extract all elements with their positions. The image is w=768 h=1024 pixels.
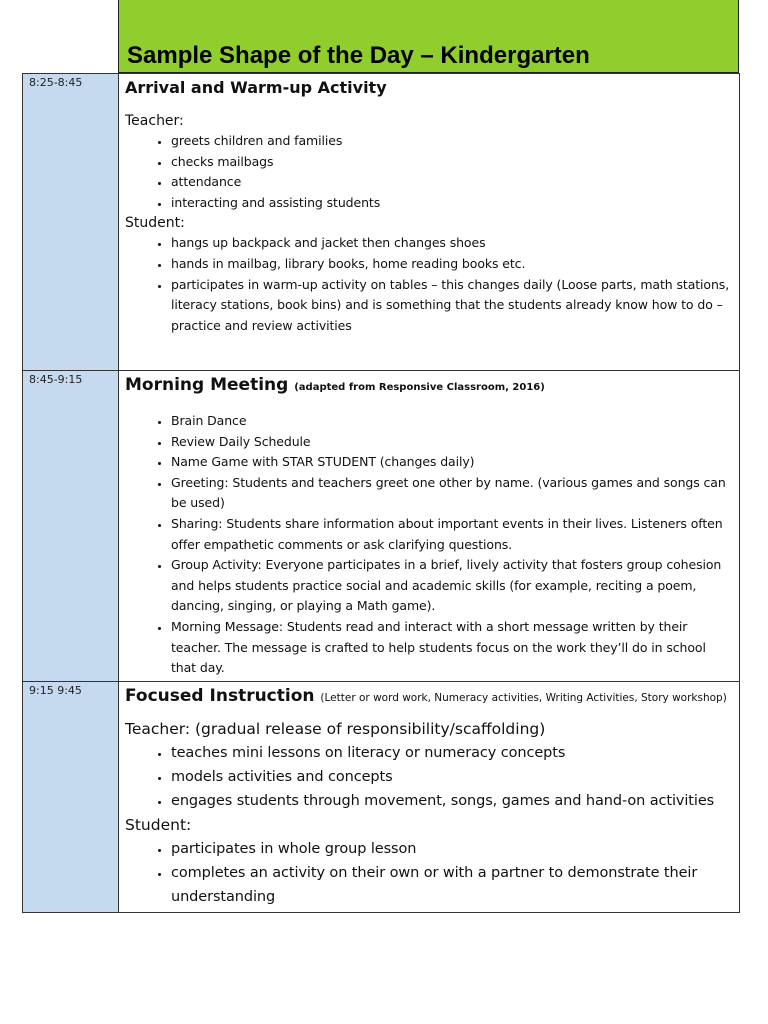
student-list — [125, 837, 733, 909]
schedule-table — [22, 73, 740, 913]
content-cell — [119, 74, 740, 371]
teacher-label: Teacher: — [125, 719, 191, 738]
section-heading — [125, 374, 733, 399]
list-item — [171, 514, 733, 555]
item-text: Review Daily Schedule — [171, 433, 311, 449]
list-item: • attendance — [171, 172, 733, 193]
list-item — [171, 452, 733, 473]
teacher-label-line — [125, 717, 733, 741]
content-cell — [119, 371, 740, 682]
list-item: • engages students through movement, songs, games and hand-on activities — [171, 789, 733, 813]
schedule-row-morning-meeting — [23, 371, 740, 682]
time-cell: 9:15 9:45 — [23, 681, 119, 912]
teacher-list — [125, 741, 733, 813]
title-cell — [118, 0, 739, 73]
item-label: Group Activity: — [171, 557, 262, 573]
item-label: Greeting: — [171, 474, 229, 490]
list-item: • greets children and families — [171, 131, 733, 152]
content-cell — [119, 681, 740, 912]
item-text: Everyone participates in a brief, lively activity that fosters group cohesion and helps students practice social and academic skills (for example, reciting a poem, dancing, singing, or playing a Math game). — [171, 557, 722, 614]
list-item: • models activities and concepts — [171, 765, 733, 789]
list-item: • participates in whole group lesson — [171, 837, 733, 861]
student-label: Student: — [125, 815, 192, 834]
time-cell: 8:25-8:45 — [23, 74, 119, 371]
list-item — [171, 411, 733, 432]
item-text: Name Game with STAR STUDENT (changes daily) — [171, 454, 475, 470]
list-item — [171, 432, 733, 453]
page-title: Sample Shape of the Day – Kindergarten — [127, 42, 590, 69]
meeting-list — [125, 411, 733, 679]
list-item: • interacting and assisting students — [171, 193, 733, 214]
list-item: • checks mailbags — [171, 152, 733, 173]
item-text: Brain Dance — [171, 413, 247, 428]
list-item — [171, 473, 733, 514]
section-heading-text: Focused Instruction — [125, 685, 315, 706]
section-heading-text: Morning Meeting — [125, 375, 289, 395]
item-text: Students read and interact with a short message written by their teacher. The message is crafted to help students focus on the work they’ll do in school that day. — [171, 618, 706, 676]
student-list — [125, 233, 733, 336]
list-item: • completes an activity on their own or with a partner to demonstrate their understanding — [171, 861, 733, 909]
item-label: Sharing: — [171, 515, 223, 531]
item-label: Morning Message: — [171, 618, 283, 634]
item-text: Students share information about important events in their lives. Listeners often offer empathetic comments or ask clarifying questions. — [171, 515, 723, 552]
list-item — [171, 617, 733, 679]
schedule-row-arrival — [23, 74, 740, 371]
list-item: • teaches mini lessons on literacy or numeracy concepts — [171, 741, 733, 765]
time-cell: 8:45-9:15 — [23, 371, 119, 682]
list-item: • hangs up backpack and jacket then changes shoes — [171, 233, 733, 254]
schedule-row-focused-instruction — [23, 681, 740, 912]
section-heading — [125, 685, 733, 709]
student-label: Student: — [125, 215, 185, 232]
list-item: • participates in warm-up activity on tables – this changes daily (Loose parts, math stations, literacy stations, book bins) and is something that the students already know how to do – practice and review activities — [171, 275, 733, 337]
list-item — [171, 555, 733, 617]
item-text: Students and teachers greet one other by name. (various games and songs can be used) — [171, 474, 726, 511]
teacher-list — [125, 131, 733, 213]
section-heading: Arrival and Warm-up Activity — [125, 78, 387, 97]
section-heading-note: (Letter or word work, Numeracy activities, Writing Activities, Story workshop) — [320, 691, 727, 704]
teacher-note: (gradual release of responsibility/scaffolding) — [190, 719, 546, 738]
list-item: • hands in mailbag, library books, home reading books etc. — [171, 254, 733, 275]
section-heading-note: (adapted from Responsive Classroom, 2016) — [294, 382, 545, 393]
teacher-label: Teacher: — [125, 113, 184, 129]
